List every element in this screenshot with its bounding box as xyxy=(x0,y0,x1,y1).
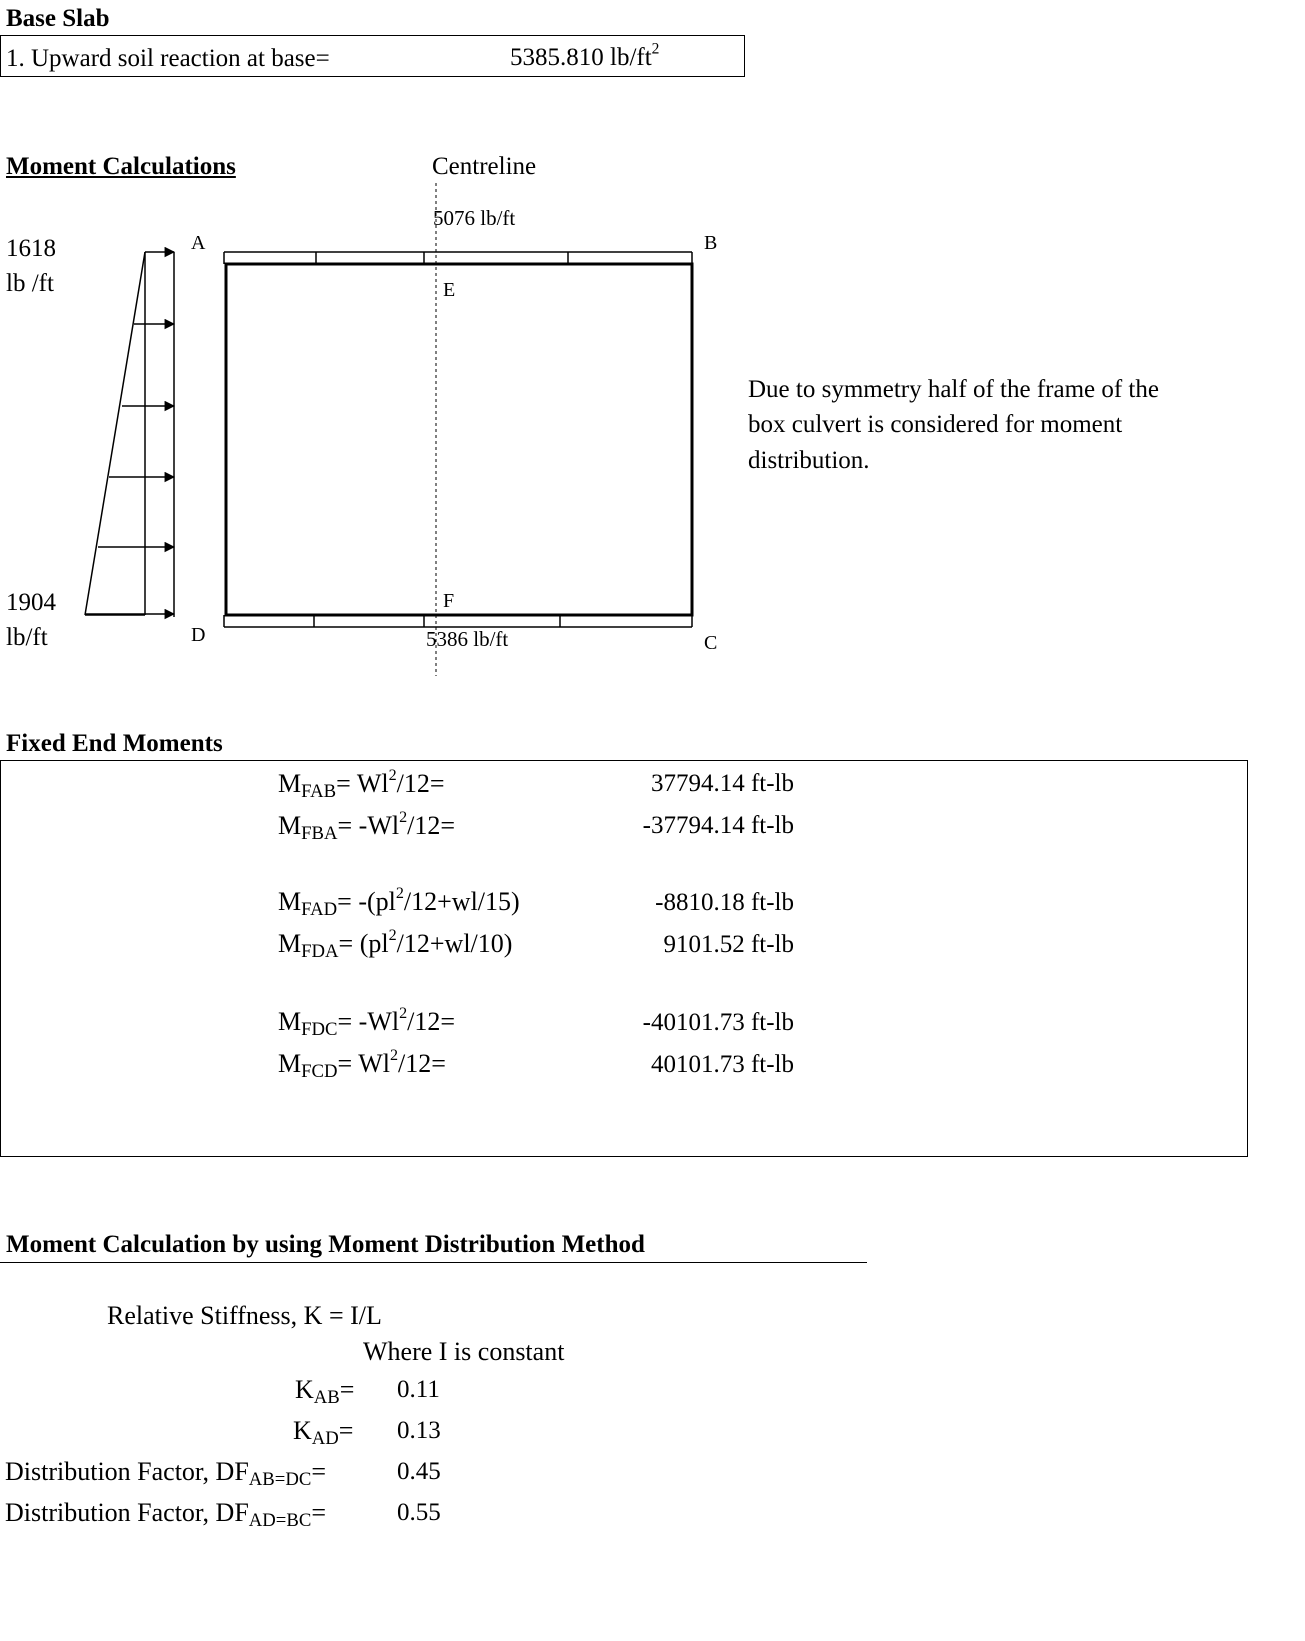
box-culvert-frame-diagram xyxy=(0,0,1305,700)
kab-value: 0.11 xyxy=(397,1376,440,1403)
mfcd-formula: $M_{FCD}= Wl^2/12=$ xyxy=(278,1046,446,1083)
top-load-strip xyxy=(224,252,692,264)
node-f-label: F xyxy=(443,590,455,612)
symmetry-note-line-3: distribution. xyxy=(748,447,870,474)
left-top-load-unit: lb /ft xyxy=(6,270,54,297)
where-i-constant: Where I is constant xyxy=(363,1337,565,1366)
mfab-formula: $M_{FAB}= Wl^2/12=$ xyxy=(278,766,445,803)
mfcd-value: 40101.73 ft-lb xyxy=(650,1051,794,1078)
fixed-end-box xyxy=(0,760,1248,1157)
mfda-value: 9101.52 ft-lb xyxy=(663,931,794,958)
centreline-label: Centreline xyxy=(432,153,537,180)
frame-rectangle xyxy=(226,264,692,615)
kad-value: 0.13 xyxy=(397,1417,441,1444)
kad-label: $K_{AD}=$ xyxy=(293,1416,354,1450)
mfdc-formula: $M_{FDC}= -Wl^2/12=$ xyxy=(278,1004,456,1041)
df-ab-dc-value: 0.45 xyxy=(397,1458,441,1485)
bottom-load-strip xyxy=(224,615,692,627)
left-top-load-value: 1618 xyxy=(6,235,56,262)
kab-label: $K_{AB}=$ xyxy=(295,1375,355,1409)
base-slab-title: Base Slab xyxy=(6,5,110,32)
bottom-load-label: 5386 lb/ft xyxy=(426,627,509,651)
node-b-label: B xyxy=(704,232,718,254)
mfab-value: 37794.14 ft-lb xyxy=(650,770,794,797)
mfad-formula: $M_{FAD}= -(pl^2/12+wl/15)$ xyxy=(278,884,520,921)
lateral-load-diagram xyxy=(85,252,174,617)
reaction-label: 1. Upward soil reaction at base= xyxy=(6,45,330,72)
mfba-value: -37794.14 ft-lb xyxy=(642,812,794,839)
moment-calc-title: Moment Calculations xyxy=(6,153,236,180)
relative-stiffness: Relative Stiffness, K = I/L xyxy=(107,1301,382,1330)
symmetry-note-line-2: box culvert is considered for moment xyxy=(748,411,1123,438)
reaction-value: 5385.810 $lb/ft^2$ xyxy=(510,40,660,71)
distribution-title-underline xyxy=(0,1262,867,1263)
mfdc-value: -40101.73 ft-lb xyxy=(642,1009,794,1036)
df-ad-bc-value: 0.55 xyxy=(397,1499,441,1526)
df-ad-bc-label: Distribution Factor, $DF_{AD=BC}=$ xyxy=(5,1498,326,1532)
left-bottom-load-unit: lb/ft xyxy=(6,624,48,651)
mfda-formula: $M_{FDA}= (pl^2/12+wl/10)$ xyxy=(278,926,513,963)
distribution-title: Moment Calculation by using Moment Distribution Method xyxy=(6,1231,645,1258)
fixed-end-title: Fixed End Moments xyxy=(6,730,223,757)
node-c-label: C xyxy=(704,632,718,654)
lateral-load-arrows xyxy=(85,252,174,614)
symmetry-note-line-1: Due to symmetry half of the frame of the xyxy=(748,376,1159,403)
df-ab-dc-label: Distribution Factor, $DF_{AB=DC}=$ xyxy=(5,1457,326,1491)
mfad-value: -8810.18 ft-lb xyxy=(655,889,794,916)
top-load-label: 5076 lb/ft xyxy=(433,206,516,230)
node-a-label: A xyxy=(191,232,206,254)
left-bottom-load-value: 1904 xyxy=(6,589,56,616)
node-d-label: D xyxy=(191,624,206,646)
mfba-formula: $M_{FBA}= -Wl^2/12=$ xyxy=(278,808,456,845)
node-e-label: E xyxy=(443,279,456,301)
